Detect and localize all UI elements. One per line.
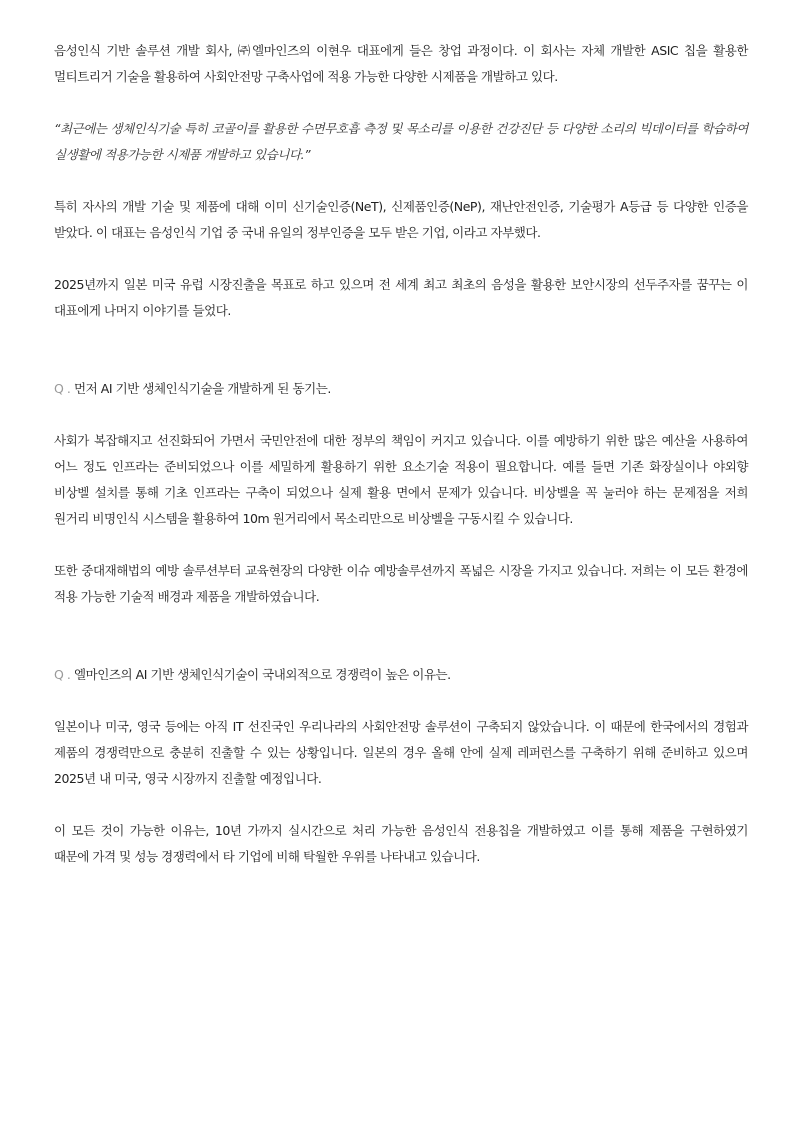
answer-1-paragraph-2: 또한 중대재해법의 예방 솔루션부터 교육현장의 다양한 이슈 예방솔루션까지 폭넓은 시장을 가지고 있습니다. 저희는 이 모든 환경에 적용 가능한 기술적 배경과 제품을 개발하였습니다. xyxy=(54,563,748,604)
question-2 xyxy=(54,662,748,688)
certification-paragraph: 특히 자사의 개발 기술 및 제품에 대해 이미 신기술인증(NeT), 신제품인증(NeP), 재난안전인증, 기술평가 A등급 등 다양한 인증을 받았다. 이 대표는 음성인식 기업 중 국내 유일의 정부인증을 모두 받은 기업, 이라고 자부했다. xyxy=(54,199,748,240)
question-1 xyxy=(54,376,748,402)
market-goal-paragraph: 2025년까지 일본 미국 유럽 시장진출을 목표로 하고 있으며 전 세계 최고 최초의 음성을 활용한 보안시장의 선두주자를 꿈꾸는 이 대표에게 나머지 이야기를 들었다. xyxy=(54,277,748,318)
ceo-quote: “최근에는 생체인식기술 특히 코골이를 활용한 수면무호흡 측정 및 목소리를 이용한 건강진단 등 다양한 소리의 빅데이터를 학습하여 실생활에 적용가능한 시제품 개발하고 있습니다.” xyxy=(54,121,748,162)
answer-1-paragraph-1: 사회가 복잡해지고 선진화되어 가면서 국민안전에 대한 정부의 책임이 커지고 있습니다. 이를 예방하기 위한 많은 예산을 사용하여 어느 정도 인프라는 준비되었으나 이를 세밀하게 활용하기 위한 요소기술 적용이 필요합니다. 예를 들면 기존 화장실이나 야외향 비상벨 설치를 통해 기초 인프라는 구축이 되었으나 실제 활용 면에서 문제가 있습니다. 비상벨을 꼭 눌러야 하는 문제점을 저희 원거리 비명인식 시스템을 활용하여 10m 원거리에서 목소리만으로 비상벨을 구동시킬 수 있습니다. xyxy=(54,433,748,526)
intro-paragraph: 음성인식 기반 솔루션 개발 회사, ㈜엘마인즈의 이현우 대표에게 들은 창업 과정이다. 이 회사는 자체 개발한 ASIC 칩을 활용한 멀티트리거 기술을 활용하여 사회안전망 구축사업에 적용 가능한 다양한 시제품을 개발하고 있다. xyxy=(54,43,748,84)
question-2-text: 엘마인즈의 AI 기반 생체인식기술이 국내외적으로 경쟁력이 높은 이유는. xyxy=(73,667,451,682)
question-marker: Q . xyxy=(54,667,71,682)
question-1-text: 먼저 AI 기반 생체인식기술을 개발하게 된 동기는. xyxy=(73,381,331,396)
article-body xyxy=(54,38,748,870)
answer-2-paragraph-2: 이 모든 것이 가능한 이유는, 10년 가까지 실시간으로 처리 가능한 음성인식 전용칩을 개발하였고 이를 통해 제품을 구현하였기 때문에 가격 및 성능 경쟁력에서 타 기업에 비해 탁월한 우위를 나타내고 있습니다. xyxy=(54,823,748,864)
question-marker: Q . xyxy=(54,381,71,396)
answer-2-paragraph-1: 일본이나 미국, 영국 등에는 아직 IT 선진국인 우리나라의 사회안전망 솔루션이 구축되지 않았습니다. 이 때문에 한국에서의 경험과 제품의 경쟁력만으로 충분히 진출할 수 있는 상황입니다. 일본의 경우 올해 안에 실제 레퍼런스를 구축하기 위해 준비하고 있으며 2025년 내 미국, 영국 시장까지 진출할 예정입니다. xyxy=(54,719,748,786)
